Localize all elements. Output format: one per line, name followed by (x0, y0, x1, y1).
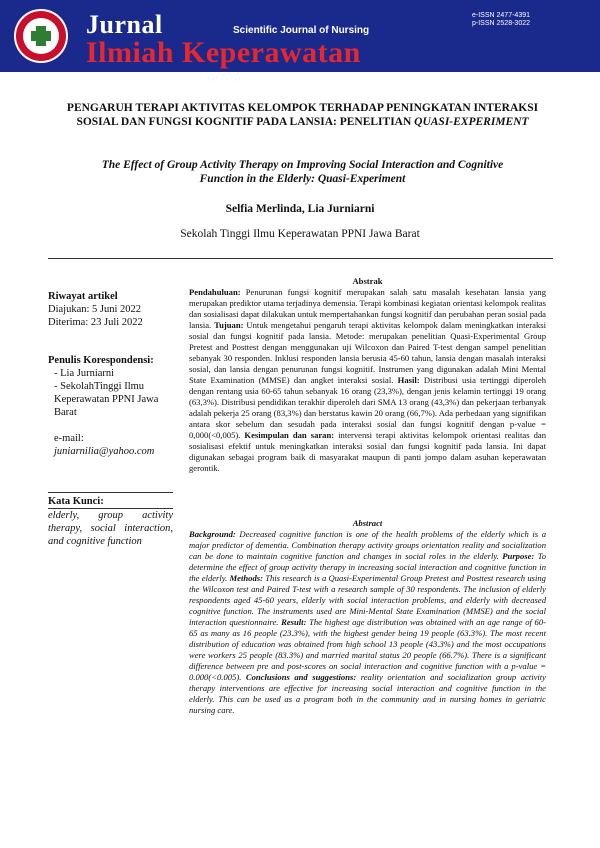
journal-subtitle: Scientific Journal of Nursing (233, 25, 370, 36)
keywords-list: elderly, group activity therapy, social interaction, and cognitive function (48, 510, 173, 547)
journal-logo (14, 9, 68, 63)
issn-block (330, 12, 530, 20)
submitted-date: Diajukan: 5 Juni 2022 (48, 304, 142, 315)
paper-title-en: The Effect of Group Activity Therapy on Improving Social Interaction and Cognitive Function in the Elderly: Quasi-Experiment (101, 159, 504, 185)
paper-title (60, 101, 545, 129)
pissn: p-ISSN 2528-3022 (472, 20, 530, 27)
accepted-date: Diterima: 23 Juli 2022 (48, 317, 143, 328)
issn-block-2 (330, 20, 530, 28)
correspondence (48, 354, 173, 458)
email-link[interactable]: juniarnilia@yahoo.com (54, 446, 155, 457)
paper-title-text: PENGARUH TERAPI AKTIVITAS KELOMPOK TERHADAP PENINGKATAN INTERAKSI SOSIAL DAN FUNGSI KOGNITIF PADA LANSIA: PENELITIAN (66, 102, 539, 128)
journal-header (0, 0, 600, 72)
keywords (48, 492, 173, 548)
correspondence-heading: Penulis Korespondensi: (48, 355, 154, 366)
article-history (48, 290, 173, 329)
header-rule (48, 258, 553, 259)
authors: Selfia Merlinda, Lia Jurniarni (225, 203, 375, 215)
journal-title-line1: Jurnal (86, 10, 163, 39)
keywords-heading: Kata Kunci: (48, 492, 173, 508)
corr-name: - Lia Jurniarni (54, 368, 115, 379)
journal-title-line2: Ilmiah Keperawatan (86, 36, 361, 69)
abstract-en-heading: Abstract (352, 518, 383, 528)
abstract-en-section (189, 518, 546, 716)
eissn: e-ISSN 2477-4391 (472, 12, 530, 19)
abstrak-heading: Abstrak (352, 276, 383, 286)
corr-institution: - SekolahTinggi Ilmu Keperawatan PPNI Jawa Barat (54, 381, 159, 418)
abstrak-body: Pendahuluan: Penurunan fungsi kognitif merupakan salah satu masalah kesehatan lansia yang merupakan prediktor utama terjadinya demensia. Terapi kombinasi kegiatan orientasi kelompok realitas dan sosialisasi dapat dilakukan untuk mempertahankan fungsi kognitif dan perubahan peran sosial pada lansia. Tujuan: Untuk mengetahui pengaruh terapi aktivitas kelompok dalam meningkatkan interaksi sosial dan fungsi kognitif pada lansia. Metode: merupakan penelitian Quasi-Experimental Group Pretest and Posttest dengan menggunakan uji Wilcoxon dan Paired T-test dengan sampel penelitian sebanyak 30 responden. Inklusi responden lansia berusia 45-60 tahun, lansia dengan masalah interaksi sosial, dan lansia dengan penurunan fungsi kognitif. Instrumen yang digunakan adalah Mini Mental State Examination (MMSE) dan angket interaksi sosial. Hasil: Distribusi usia tertinggi diperoleh dengan rentang usia 60-65 tahun sebanyak 16 orang (23,3%), dengan jenis kelamin tertinggi 19 orang (63,3%). Distribusi pendidikan terakhir diperoleh dari SMA 13 orang (43,3%) dan pekerjaan terbanyak adalah pekerja 25 orang (83,3%) dan berstatus kawin 20 orang (66,7%). Ada perbedaan yang signifikan antara skor sebelum dan sesudah pada interaksi sosial dan fungsi kognitif dengan p-value = 0,000(<0,005). Kesimpulan dan saran: intervensi terapi aktivitas kelompok orientasi realitas dan sosialisasi efektif untuk meningkatkan interaksi sosial dan fungsi kognitif pada lansia. Ini dapat digunakan sebagai program baik di masyarakat maupun di panti jompo dalam asuhan keperawatan gerontik. (189, 287, 546, 473)
email-label: e-mail: (54, 433, 84, 444)
history-heading: Riwayat artikel (48, 291, 118, 302)
affiliation: Sekolah Tinggi Ilmu Keperawatan PPNI Jawa Barat (180, 228, 420, 240)
paper-title-italic: QUASI-EXPERIMENT (414, 116, 529, 128)
abstract-en-body: Background: Decreased cognitive function is one of the health problems of the elderly which is a major predictor of dementia. Combination therapy activity groups orientation reality and socialization can be done to maintain cognitive function and changes in social roles in the elderly. Purpose: To determine the effect of group activity therapy in increasing social interaction and cognitive function in the elderly. Methods: This research is a Quasi-Experimental Group Pretest and Posttest research using the Wilcoxon test and Paired T-test with a research sample of 30 respondents. The inclusion of elderly respondents aged 45-60 years, elderly with social interaction problems, and elderly with decreased cognitive function. The instruments used are Mini-Mental State Examination (MMSE) and the social interaction questionnaire. Result: The highest age distribution was obtained with an age range of 60-65 as many as 16 people (23.3%), with the highest gender being 19 people (63.3%). The most recent distribution of education was obtained from high school 13 people (43.3%) and the most occupations were workers 25 people (83.3%) and married marital status 20 people (66.7%). There is a significant difference between pre and post-scores on social interaction and cognitive function with a p-value = 0.000(<0.005). Conclusions and suggestions: reality orientation and socialization group activity therapy interventions are effective for increasing social interaction and cognitive function in the elderly. This can be used as a program both in the community and in nursing homes in geriatric nursing care. (189, 529, 547, 715)
abstrak-section (189, 276, 546, 474)
